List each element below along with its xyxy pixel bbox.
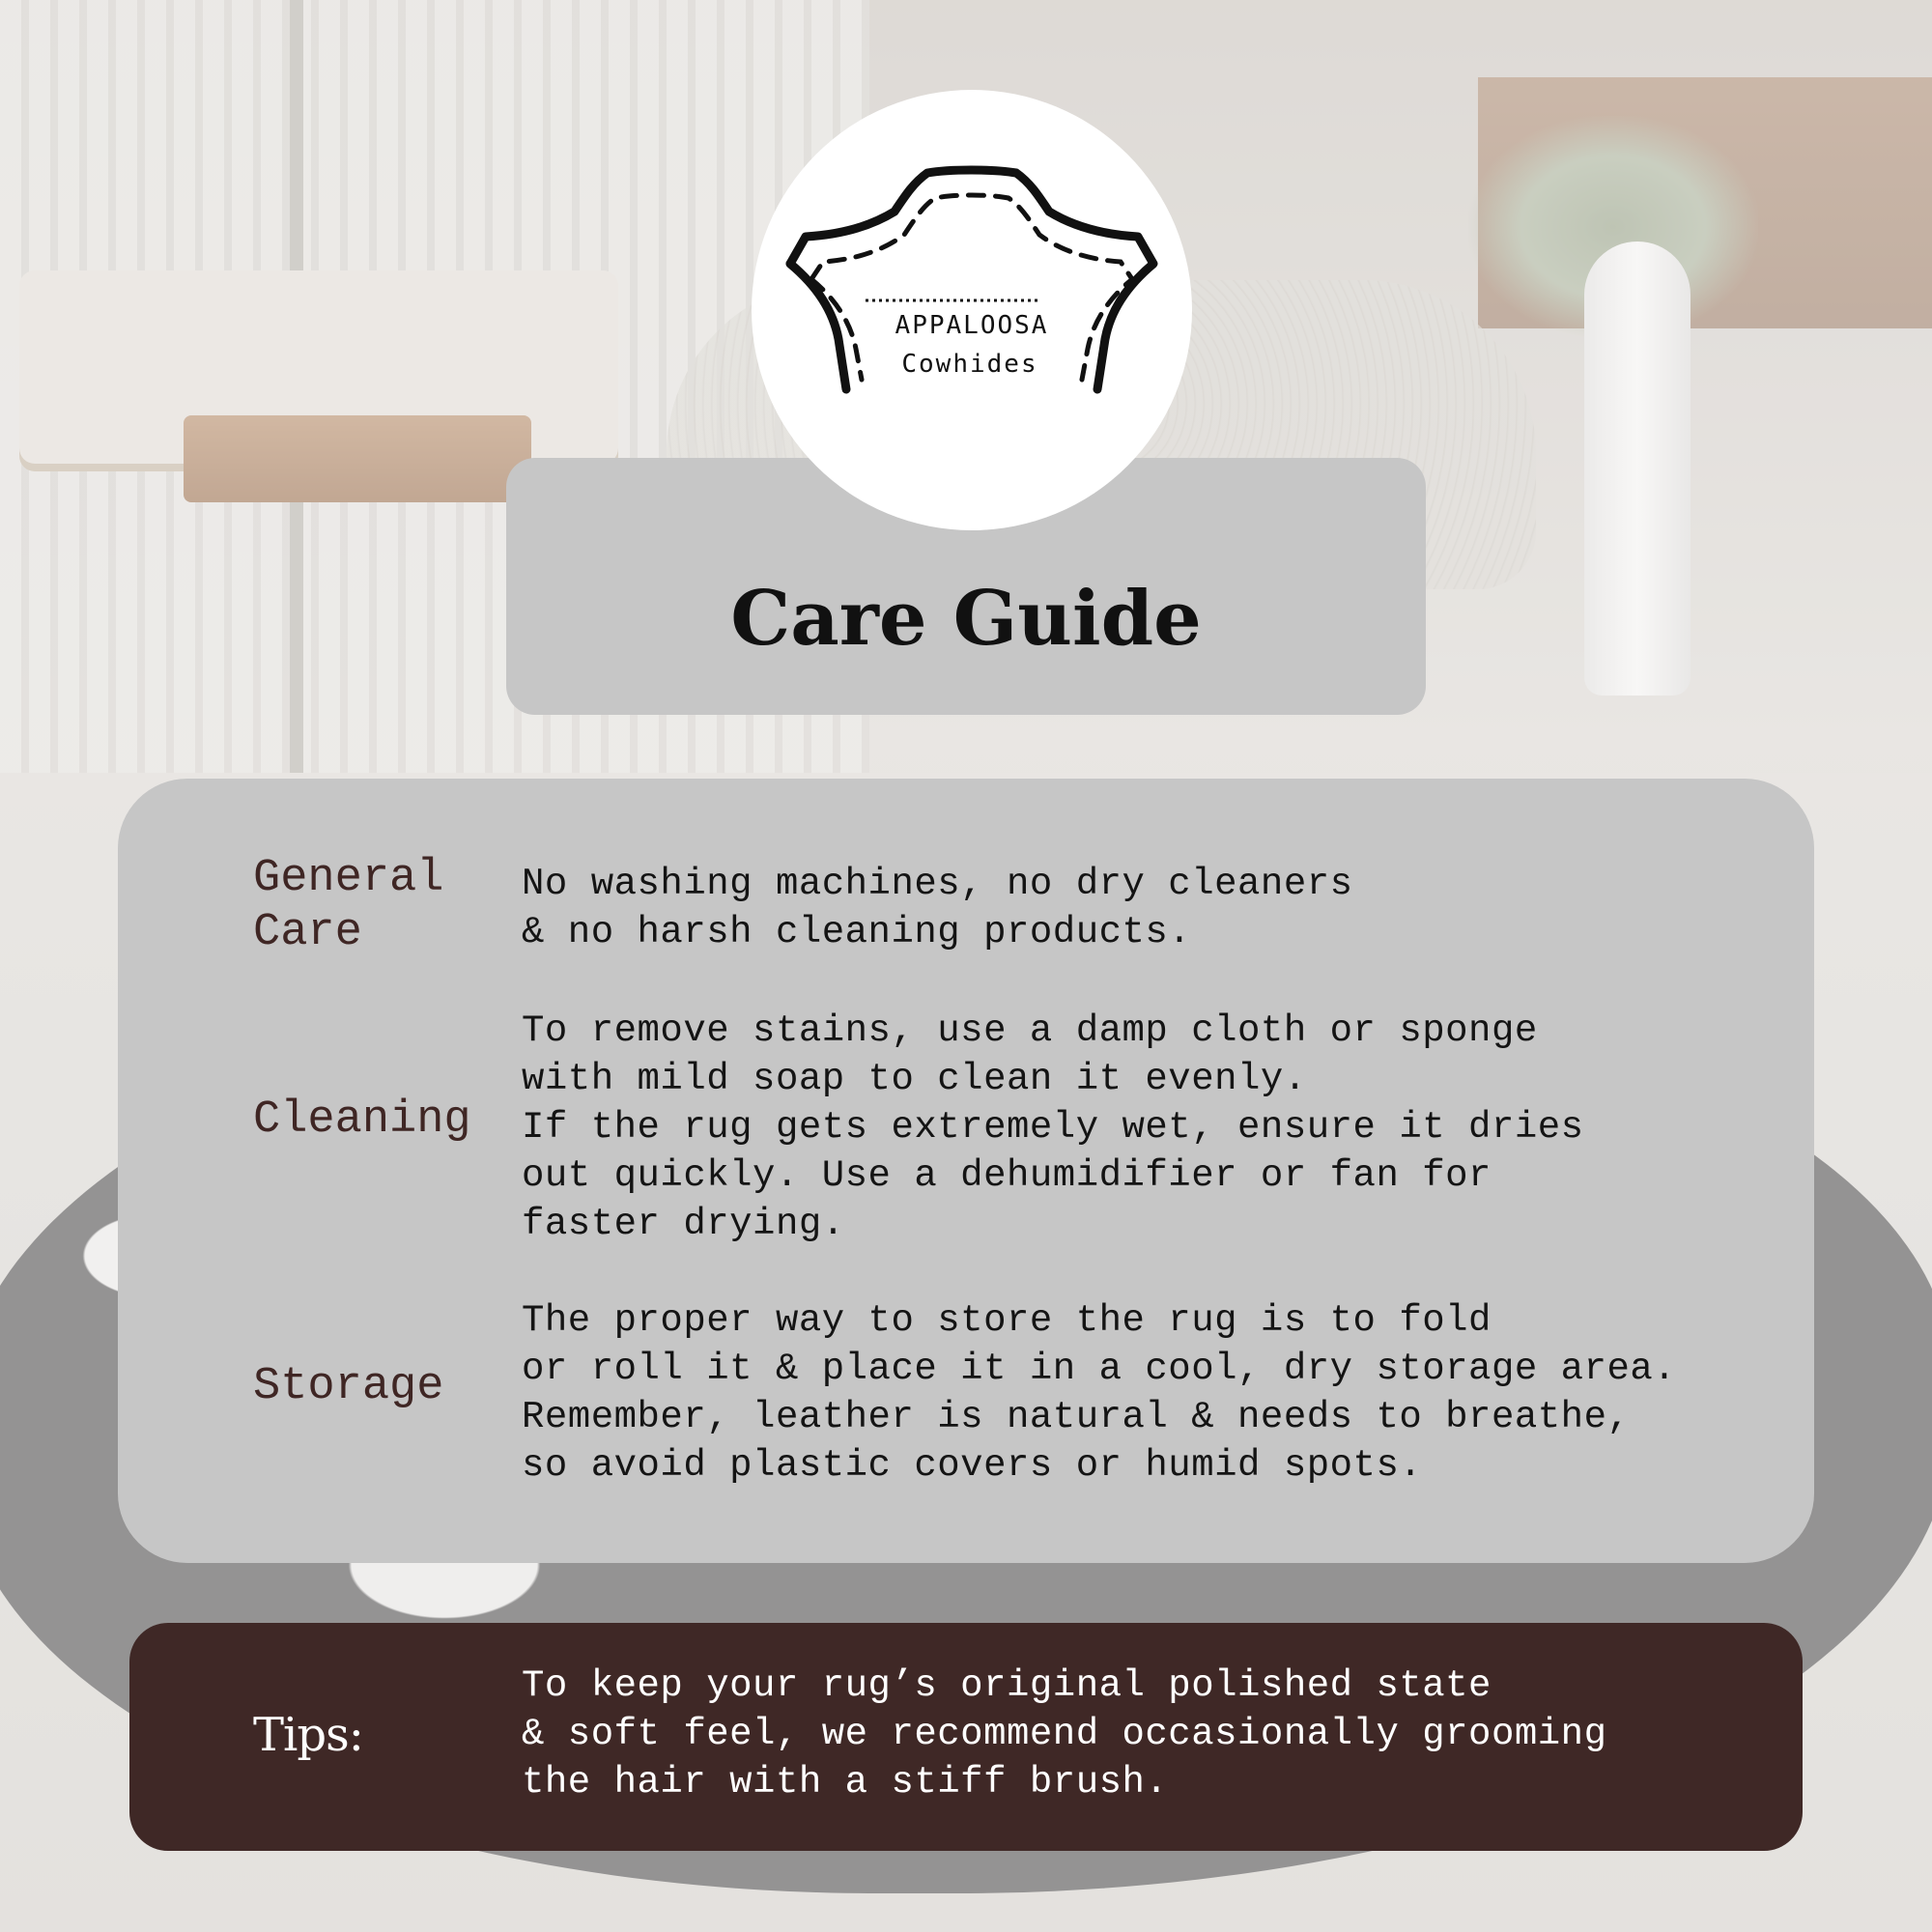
text-line: out quickly. Use a dehumidifier or fan for bbox=[522, 1154, 1492, 1197]
brand-logo bbox=[752, 90, 1192, 530]
section-body-cleaning bbox=[522, 1007, 1584, 1248]
section-body-general-care bbox=[522, 860, 1353, 956]
text-line: Remember, leather is natural & needs to breathe, bbox=[522, 1396, 1631, 1438]
section-body-storage bbox=[522, 1296, 1676, 1490]
logo-text-appaloosa: APPALOOSA bbox=[895, 311, 1049, 340]
section-label-general-care: General Care bbox=[253, 853, 444, 958]
care-guide-panel bbox=[118, 779, 1814, 1563]
section-label-storage: Storage bbox=[253, 1361, 444, 1412]
tips-panel bbox=[129, 1623, 1803, 1851]
text-line: so avoid plastic covers or humid spots. bbox=[522, 1444, 1423, 1487]
text-line: To remove stains, use a damp cloth or sponge bbox=[522, 1009, 1538, 1052]
section-label-cleaning: Cleaning bbox=[253, 1094, 471, 1146]
text-line: & no harsh cleaning products. bbox=[522, 911, 1192, 953]
tips-body bbox=[522, 1662, 1606, 1806]
text-line: The proper way to store the rug is to fold bbox=[522, 1299, 1492, 1342]
text-line: or roll it & place it in a cool, dry storage area. bbox=[522, 1348, 1677, 1390]
text-line: If the rug gets extremely wet, ensure it dries bbox=[522, 1106, 1584, 1149]
logo-text-cowhides: Cowhides bbox=[901, 350, 1038, 379]
text-line: the hair with a stiff brush. bbox=[522, 1761, 1169, 1804]
tips-label: Tips: bbox=[253, 1708, 363, 1762]
cowhide-logo-icon bbox=[752, 90, 1192, 530]
text-line: with mild soap to clean it evenly. bbox=[522, 1058, 1307, 1100]
text-line: faster drying. bbox=[522, 1203, 845, 1245]
page-title: Care Guide bbox=[730, 575, 1202, 663]
text-line: & soft feel, we recommend occasionally grooming bbox=[522, 1713, 1607, 1755]
text-line: To keep your rug’s original polished state bbox=[522, 1664, 1492, 1707]
text-line: No washing machines, no dry cleaners bbox=[522, 863, 1353, 905]
